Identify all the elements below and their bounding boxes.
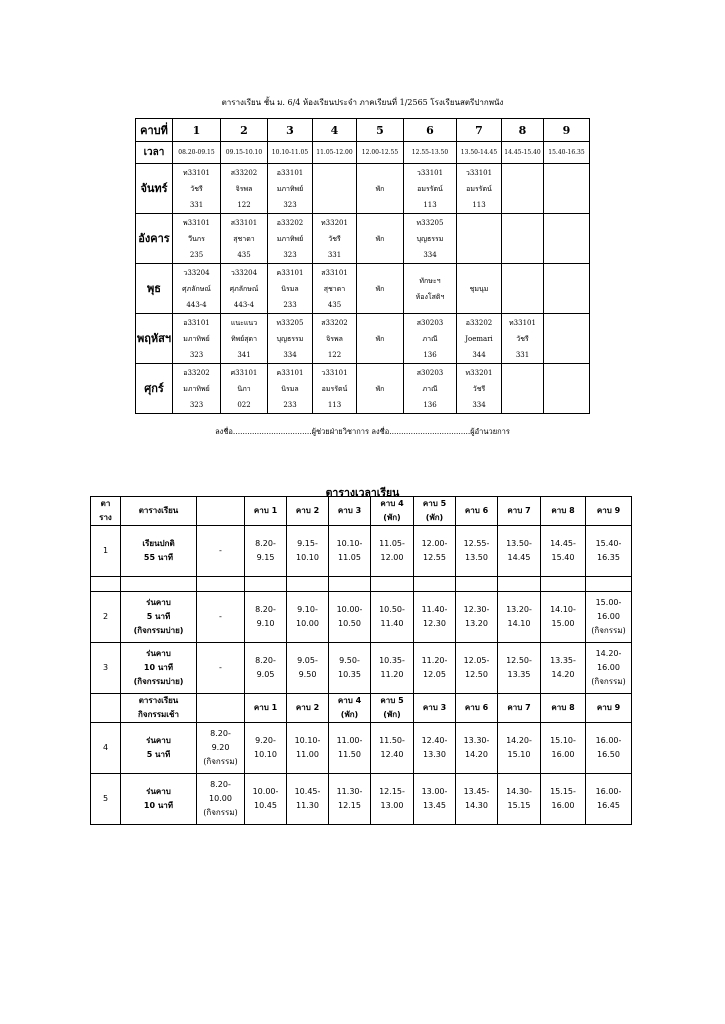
period-time-range: 11.40- 12.30	[414, 592, 456, 643]
period-time: 13.50-14.45	[457, 142, 502, 164]
spacer-cell	[371, 577, 414, 592]
day-row	[136, 364, 590, 414]
period-header: คาบ 2	[287, 497, 329, 526]
class-cell-line: พัก	[375, 184, 385, 193]
day-name: จันทร์	[136, 164, 173, 214]
class-cell-line: จิรพล	[235, 184, 253, 193]
class-cell-line: ท33101	[509, 318, 536, 327]
class-cell	[173, 314, 221, 364]
class-cell	[173, 264, 221, 314]
class-cell-line: 443-4	[186, 300, 207, 309]
period-time-range: 12.55- 13.50	[456, 526, 498, 577]
schedule-header-row	[91, 497, 632, 526]
class-cell	[173, 214, 221, 264]
class-cell-line: ว33204	[230, 268, 258, 277]
schedule-name: ร่นคาบ 10 นาที (กิจกรรมบ่าย)	[121, 643, 197, 694]
period-time-range: 14.30- 15.15	[498, 774, 541, 825]
pre-activity: 8.20- 9.20 (กิจกรรม)	[197, 723, 245, 774]
period-time-range: 8.20- 9.05	[245, 643, 287, 694]
class-cell-line: สุชาดา	[323, 284, 346, 293]
class-cell	[457, 214, 502, 264]
spacer-cell	[414, 577, 456, 592]
class-cell-line: ทิพย์สุดา	[230, 334, 258, 343]
period-time-range: 12.15- 13.00	[371, 774, 414, 825]
period-time-range: 10.50- 11.40	[371, 592, 414, 643]
class-cell-line: 113	[472, 200, 486, 209]
class-cell-line: 136	[423, 350, 437, 359]
period-time: 12.55-13.50	[404, 142, 457, 164]
period-time-range: 15.10- 16.00	[541, 723, 586, 774]
class-cell-line: วัชรี	[472, 384, 486, 393]
class-cell-line: ว33101	[465, 168, 493, 177]
class-cell-line: ท33205	[276, 318, 304, 327]
spacer-row	[91, 577, 632, 592]
day-row	[136, 314, 590, 364]
period-time-range: 10.35- 11.20	[371, 643, 414, 694]
class-cell	[313, 314, 357, 364]
class-cell-line: 233	[283, 300, 297, 309]
class-cell	[268, 264, 313, 314]
period-number: 9	[544, 119, 590, 142]
class-cell	[221, 164, 268, 214]
period-time-range: 11.05- 12.00	[371, 526, 414, 577]
class-cell	[502, 214, 544, 264]
class-cell-line: ทักษะฯ	[419, 276, 441, 285]
day-row	[136, 214, 590, 264]
pre-activity: -	[197, 526, 245, 577]
day-row	[136, 164, 590, 214]
spacer-cell	[121, 577, 197, 592]
class-cell	[313, 364, 357, 414]
class-cell-line: ค33101	[276, 268, 304, 277]
day-name: พฤหัสฯ	[136, 314, 173, 364]
schedule-row	[91, 592, 632, 643]
class-cell	[221, 264, 268, 314]
period-number: 7	[457, 119, 502, 142]
period-time-range: 13.00- 13.45	[414, 774, 456, 825]
period-schedule-table	[90, 496, 632, 825]
period-header: คาบ 8	[541, 497, 586, 526]
class-cell-line: 113	[423, 200, 437, 209]
class-cell-line: ว33204	[183, 268, 210, 277]
class-cell-line: อมรรัตน์	[417, 184, 443, 193]
class-cell	[357, 214, 404, 264]
period-time-range: 10.10- 11.00	[287, 723, 329, 774]
spacer-cell	[287, 577, 329, 592]
period-time-range: 14.45- 15.40	[541, 526, 586, 577]
class-cell	[268, 214, 313, 264]
class-cell	[457, 264, 502, 314]
class-cell	[173, 364, 221, 414]
period-number: 6	[404, 119, 457, 142]
spacer-cell	[91, 577, 121, 592]
period-time: 09.15-10.10	[221, 142, 268, 164]
period-number: 1	[173, 119, 221, 142]
class-cell-line: ค33101	[276, 368, 304, 377]
day-name: พุธ	[136, 264, 173, 314]
period-time-range: 13.50- 14.45	[498, 526, 541, 577]
period-time: 08.20-09.15	[173, 142, 221, 164]
schedule-no: 3	[91, 643, 121, 694]
period-time-range: 12.30- 13.20	[456, 592, 498, 643]
class-cell	[268, 364, 313, 414]
class-cell-line: 341	[237, 350, 251, 359]
period-time-range: 12.40- 13.30	[414, 723, 456, 774]
schedule-row	[91, 723, 632, 774]
schedule-name: ร่นคาบ 5 นาที	[121, 723, 197, 774]
blank-header	[197, 497, 245, 526]
class-cell-line: มภาทิพย์	[183, 384, 210, 393]
period-header: คาบ 6	[456, 694, 498, 723]
class-cell	[457, 164, 502, 214]
class-cell-line: สุชาดา	[233, 234, 255, 243]
schedule-row	[91, 526, 632, 577]
period-time-range: 14.20- 15.10	[498, 723, 541, 774]
period-time-range: 13.20- 14.10	[498, 592, 541, 643]
period-number: 3	[268, 119, 313, 142]
class-cell-line: ส33101	[230, 218, 258, 227]
period-time-range: 10.00- 10.50	[329, 592, 371, 643]
class-cell-line: พัก	[375, 384, 385, 393]
schedule-name-header: ตารางเรียน กิจกรรมเช้า	[121, 694, 197, 723]
period-time-range: 8.20- 9.15	[245, 526, 287, 577]
class-cell	[404, 264, 457, 314]
class-cell	[502, 314, 544, 364]
class-cell	[544, 364, 590, 414]
class-cell-line: 235	[189, 250, 204, 259]
class-cell	[357, 314, 404, 364]
class-cell	[357, 364, 404, 414]
period-time-range: 9.20- 10.10	[245, 723, 287, 774]
class-cell-line: 233	[283, 400, 297, 409]
class-cell-line: พัก	[375, 284, 385, 293]
period-header: คาบ 8	[541, 694, 586, 723]
class-cell-line: วัชรี	[190, 184, 203, 193]
period-time-range: 11.50- 12.40	[371, 723, 414, 774]
class-cell-line: ส30203	[416, 318, 444, 327]
pre-activity: 8.20- 10.00 (กิจกรรม)	[197, 774, 245, 825]
period-time-range: 12.00- 12.55	[414, 526, 456, 577]
blank-header	[197, 694, 245, 723]
class-cell-line: Joemari	[465, 334, 493, 343]
class-cell-line: อ33202	[465, 318, 493, 327]
class-cell-line: อ33101	[183, 318, 210, 327]
class-cell-line: 113	[327, 400, 342, 409]
class-cell-line: 323	[283, 250, 297, 259]
class-cell-line: 136	[423, 400, 437, 409]
period-header: คาบ 2	[287, 694, 329, 723]
class-cell-line: วัชรี	[516, 334, 529, 343]
class-cell-line: 334	[283, 350, 297, 359]
class-cell	[313, 214, 357, 264]
class-cell-line: 344	[472, 350, 486, 359]
period-time-range: 15.15- 16.00	[541, 774, 586, 825]
spacer-cell	[245, 577, 287, 592]
class-cell-line: จิรพล	[326, 334, 343, 343]
class-cell-line: ส33202	[230, 168, 258, 177]
period-header-row	[136, 119, 590, 142]
period-header: คาบ 7	[498, 497, 541, 526]
spacer-cell	[197, 577, 245, 592]
schedule-name: ร่นคาบ 5 นาที (กิจกรรมบ่าย)	[121, 592, 197, 643]
class-cell-line: 334	[472, 400, 486, 409]
class-cell-line: 323	[283, 200, 297, 209]
class-cell	[221, 364, 268, 414]
period-time-range: 10.45- 11.30	[287, 774, 329, 825]
class-cell	[357, 264, 404, 314]
period-time: 10.10-11.05	[268, 142, 313, 164]
spacer-cell	[586, 577, 632, 592]
schedule-header-row-b	[91, 694, 632, 723]
class-cell	[544, 314, 590, 364]
period-time: 11.05-12.00	[313, 142, 357, 164]
class-cell-line: ว33101	[321, 368, 348, 377]
class-cell-line: มภาทิพย์	[276, 234, 304, 243]
class-cell-line: ท33205	[416, 218, 444, 227]
schedule-no-header: ตา ราง	[91, 497, 121, 526]
class-cell-line: ห้องโสติฯ	[415, 292, 445, 301]
class-cell-line: 022	[237, 400, 251, 409]
pre-activity: -	[197, 643, 245, 694]
schedule-name: ร่นคาบ 10 นาที	[121, 774, 197, 825]
class-cell-line: ส30203	[416, 368, 444, 377]
class-cell	[404, 214, 457, 264]
class-cell-line: ว33101	[416, 168, 444, 177]
class-cell	[313, 264, 357, 314]
schedule-no: 4	[91, 723, 121, 774]
period-time-range: 9.10- 10.00	[287, 592, 329, 643]
class-cell	[268, 164, 313, 214]
class-cell-line: นิรมล	[281, 284, 299, 293]
period-header: คาบ 4 (พัก)	[329, 694, 371, 723]
class-cell	[221, 214, 268, 264]
period-number: 4	[313, 119, 357, 142]
class-cell	[313, 164, 357, 214]
period-time-range: 11.20- 12.05	[414, 643, 456, 694]
class-cell-line: ภาณี	[422, 334, 438, 343]
class-cell-line: 334	[423, 250, 437, 259]
class-cell-line: 122	[327, 350, 342, 359]
signature-line: ลงชื่อ.................................ผู้ช่วยฝ่ายวิชาการ ลงชื่อ..................................ผู้อำนวยการ	[215, 427, 510, 436]
schedule-no: 1	[91, 526, 121, 577]
class-cell-line: ท33101	[183, 168, 210, 177]
schedule-name-header: ตารางเรียน	[121, 497, 197, 526]
class-cell-line: แนะแนว	[230, 318, 258, 327]
class-timetable	[135, 118, 590, 414]
period-header: คาบ 3	[329, 497, 371, 526]
class-cell-line: อ33202	[183, 368, 210, 377]
class-cell-line: พัก	[375, 334, 385, 343]
time-label: เวลา	[136, 142, 173, 164]
spacer-cell	[541, 577, 586, 592]
class-cell-line: พ33101	[183, 218, 210, 227]
time-row	[136, 142, 590, 164]
class-cell-line: อมรรัตน์	[321, 384, 348, 393]
period-number: 2	[221, 119, 268, 142]
period-time-range: 9.50- 10.35	[329, 643, 371, 694]
class-cell-line: 435	[327, 300, 342, 309]
class-cell-line: อ33202	[276, 218, 304, 227]
schedule-row	[91, 774, 632, 825]
class-cell	[268, 314, 313, 364]
class-cell-line: อ33101	[276, 168, 304, 177]
schedule-name: เรียนปกติ 55 นาที	[121, 526, 197, 577]
period-time-range: 15.00- 16.00 (กิจกรรม)	[586, 592, 632, 643]
class-cell-line: นิรมล	[281, 384, 299, 393]
class-cell-line: 122	[237, 200, 251, 209]
class-cell-line: ท33201	[321, 218, 348, 227]
class-cell	[173, 164, 221, 214]
period-time-range: 12.05- 12.50	[456, 643, 498, 694]
class-cell	[502, 264, 544, 314]
class-cell	[544, 164, 590, 214]
period-time-range: 11.00- 11.50	[329, 723, 371, 774]
class-cell	[544, 214, 590, 264]
class-cell-line: วีนกร	[188, 234, 205, 243]
period-time-range: 16.00- 16.45	[586, 774, 632, 825]
class-cell	[404, 364, 457, 414]
schedule-no: 2	[91, 592, 121, 643]
period-time-range: 13.30- 14.20	[456, 723, 498, 774]
period-schedule-title: ตารางเวลาเรียน	[325, 487, 400, 499]
class-cell-line: ชุมนุม	[469, 284, 489, 293]
day-name: อังคาร	[136, 214, 173, 264]
class-cell-line: 331	[189, 200, 204, 209]
class-cell-line: วัชรี	[328, 234, 341, 243]
class-cell-line: ศุภลักษณ์	[229, 284, 259, 293]
class-cell	[502, 364, 544, 414]
spacer-cell	[498, 577, 541, 592]
period-time-range: 13.35- 14.20	[541, 643, 586, 694]
period-time: 12.00-12.55	[357, 142, 404, 164]
period-header: คาบ 5 (พัก)	[371, 694, 414, 723]
period-time-range: 8.20- 9.10	[245, 592, 287, 643]
period-time-range: 14.10- 15.00	[541, 592, 586, 643]
class-cell	[404, 164, 457, 214]
period-header: คาบ 4 (พัก)	[371, 497, 414, 526]
class-cell-line: ท33201	[465, 368, 493, 377]
class-cell-line: 331	[515, 350, 530, 359]
class-cell	[502, 164, 544, 214]
period-time-range: 15.40- 16.35	[586, 526, 632, 577]
class-cell-line: 443-4	[233, 300, 255, 309]
period-time-range: 10.10- 11.05	[329, 526, 371, 577]
period-time-range: 14.20- 16.00 (กิจกรรม)	[586, 643, 632, 694]
period-time-range: 10.00- 10.45	[245, 774, 287, 825]
class-cell-line: อมรรัตน์	[466, 184, 492, 193]
period-header: คาบ 7	[498, 694, 541, 723]
class-cell-line: 323	[189, 350, 204, 359]
class-cell-line: ส33101	[321, 268, 348, 277]
class-cell-line: 323	[189, 400, 204, 409]
class-cell-line: 331	[327, 250, 342, 259]
period-time-range: 9.15- 10.10	[287, 526, 329, 577]
blank-header	[91, 694, 121, 723]
class-cell-line: 435	[237, 250, 251, 259]
class-cell	[457, 314, 502, 364]
class-cell-line: ส33202	[321, 318, 348, 327]
period-header: คาบ 1	[245, 497, 287, 526]
class-cell	[357, 164, 404, 214]
period-header: คาบ 3	[414, 694, 456, 723]
period-time-range: 11.30- 12.15	[329, 774, 371, 825]
period-header: คาบ 9	[586, 497, 632, 526]
class-cell-line: ศุภลักษณ์	[182, 284, 211, 293]
period-header: คาบ 9	[586, 694, 632, 723]
pre-activity: -	[197, 592, 245, 643]
spacer-cell	[456, 577, 498, 592]
spacer-cell	[329, 577, 371, 592]
class-cell-line: มภาทิพย์	[276, 184, 304, 193]
period-header: คาบ 6	[456, 497, 498, 526]
class-cell-line: ศ33101	[230, 368, 258, 377]
class-cell	[404, 314, 457, 364]
period-time-range: 13.45- 14.30	[456, 774, 498, 825]
timetable-title: ตารางเรียน ชั้น ม. 6/4 ห้องเรียนประจำ ภาคเรียนที่ 1/2565 โรงเรียนสตรีปากพนัง	[221, 98, 504, 107]
period-time-range: 9.05- 9.50	[287, 643, 329, 694]
class-cell-line: ภาณี	[422, 384, 438, 393]
schedule-no: 5	[91, 774, 121, 825]
schedule-row	[91, 643, 632, 694]
period-number: 8	[502, 119, 544, 142]
period-time-range: 12.50- 13.35	[498, 643, 541, 694]
class-cell	[544, 264, 590, 314]
day-name: ศุกร์	[136, 364, 173, 414]
period-time: 14.45-15.40	[502, 142, 544, 164]
period-number: 5	[357, 119, 404, 142]
period-time: 15.40-16.35	[544, 142, 590, 164]
period-header: คาบ 5 (พัก)	[414, 497, 456, 526]
period-header-label: คาบที่	[136, 119, 173, 142]
class-cell-line: มภาทิพย์	[183, 334, 210, 343]
class-cell-line: บุญธรรม	[276, 334, 304, 343]
period-header: คาบ 1	[245, 694, 287, 723]
class-cell-line: พัก	[375, 234, 385, 243]
class-cell-line: บุญธรรม	[416, 234, 444, 243]
class-cell	[457, 364, 502, 414]
class-cell-line: นิภา	[237, 384, 251, 393]
day-row	[136, 264, 590, 314]
period-time-range: 16.00- 16.50	[586, 723, 632, 774]
class-cell	[221, 314, 268, 364]
